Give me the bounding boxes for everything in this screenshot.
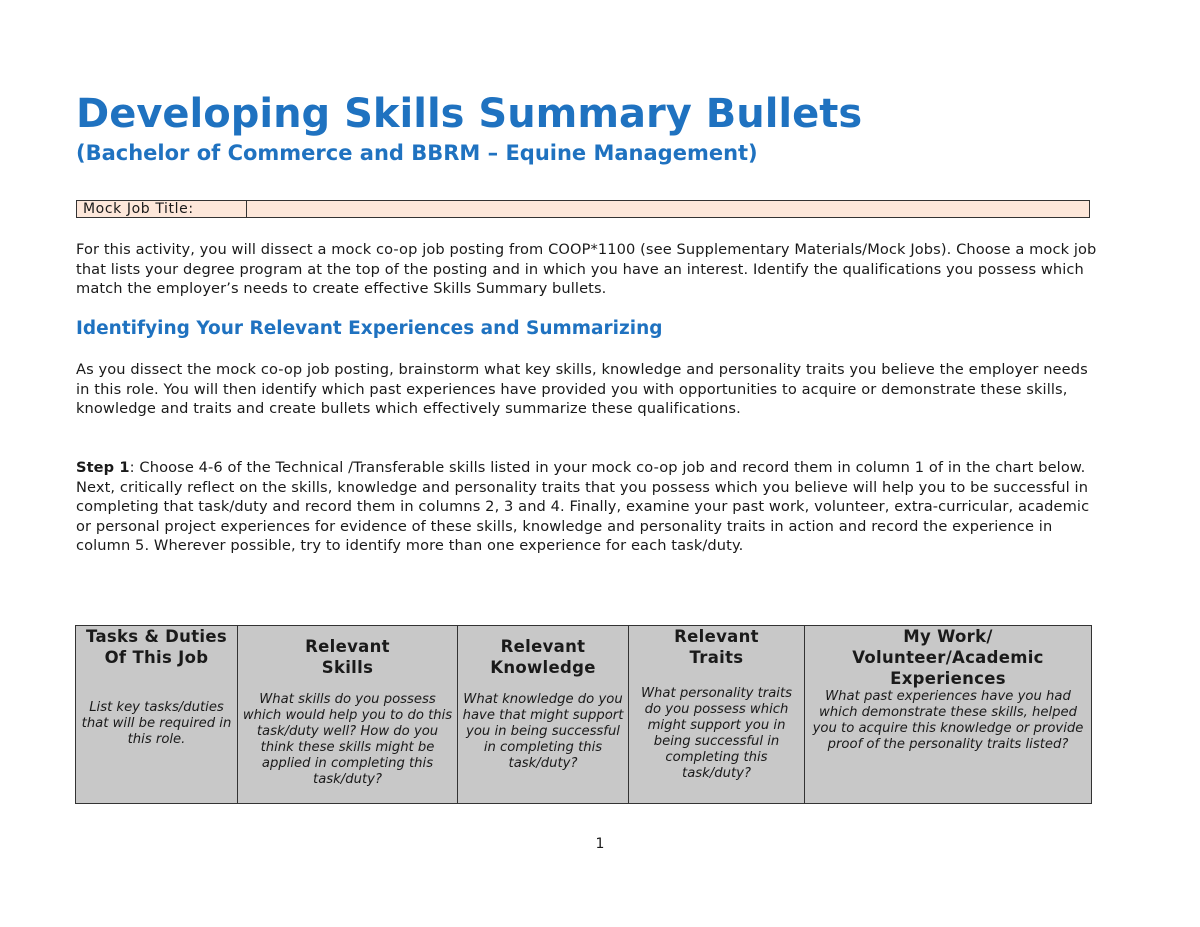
mock-job-title-value[interactable] bbox=[247, 201, 1089, 217]
document-title: Developing Skills Summary Bullets bbox=[76, 91, 863, 137]
column-heading: Relevant Knowledge bbox=[490, 637, 596, 677]
column-heading: Tasks & Duties Of This Job bbox=[86, 627, 227, 667]
table-header-row bbox=[76, 626, 1092, 804]
page-number: 1 bbox=[595, 836, 605, 852]
step-1-label: Step 1 bbox=[76, 459, 130, 476]
column-description: What past experiences have you had which demonstrate these skills, helped you to acquire this knowledge or provide proof of the personality traits listed? bbox=[812, 689, 1084, 752]
section-paragraph: As you dissect the mock co-op job posting, brainstorm what key skills, knowledge and personality traits you believe the employer needs in this role. You will then identify which past experiences have provided you with opportunities to acquire or demonstrate these skills, knowledge and traits and create bullets which effectively summarize these qualifications. bbox=[76, 361, 1088, 418]
column-relevant-knowledge bbox=[458, 626, 629, 804]
column-description: List key tasks/duties that will be required in this role. bbox=[81, 700, 232, 747]
step-1-text: : Choose 4-6 of the Technical /Transferable skills listed in your mock co-op job and record them in column 1 of in the chart below. Next, critically reflect on the skills, knowledge and personality traits that you possess which you believe will help you to be successful in completing that task/duty and record them in columns 2, 3 and 4. Finally, examine your past work, volunteer, extra-curricular, academic or personal project experiences for evidence of these skills, knowledge and personality traits in action and record the experience in column 5. Wherever possible, try to identify more than one experience for each task/duty. bbox=[76, 459, 1090, 555]
column-description: What skills do you possess which would help you to do this task/duty well? How do you think these skills might be applied in completing this task/duty? bbox=[242, 692, 453, 787]
step-1-paragraph bbox=[76, 458, 1106, 556]
document-subtitle: (Bachelor of Commerce and BBRM – Equine Management) bbox=[76, 141, 758, 165]
column-description: What personality traits do you possess which might support you in being successful in completing this task/duty? bbox=[641, 686, 792, 781]
column-tasks-duties bbox=[76, 626, 238, 804]
column-heading: Relevant Traits bbox=[674, 627, 759, 667]
mock-job-title-field bbox=[76, 200, 1090, 218]
skills-table bbox=[75, 625, 1092, 804]
column-relevant-skills bbox=[238, 626, 458, 804]
column-relevant-traits bbox=[629, 626, 805, 804]
intro-paragraph: For this activity, you will dissect a mock co-op job posting from COOP*1100 (see Supplementary Materials/Mock Jobs). Choose a mock job that lists your degree program at the top of the posting and in which you have an interest. Identify the qualifications you possess which match the employer’s needs to create effective Skills Summary bullets. bbox=[76, 241, 1097, 298]
column-description: What knowledge do you have that might support you in being successful in completing this task/duty? bbox=[462, 692, 624, 771]
column-heading: My Work/ Volunteer/Academic Experiences bbox=[852, 627, 1044, 688]
section-heading: Identifying Your Relevant Experiences and Summarizing bbox=[76, 318, 663, 339]
mock-job-title-label: Mock Job Title: bbox=[77, 201, 247, 217]
column-experiences bbox=[805, 626, 1092, 804]
column-heading: Relevant Skills bbox=[305, 637, 390, 677]
